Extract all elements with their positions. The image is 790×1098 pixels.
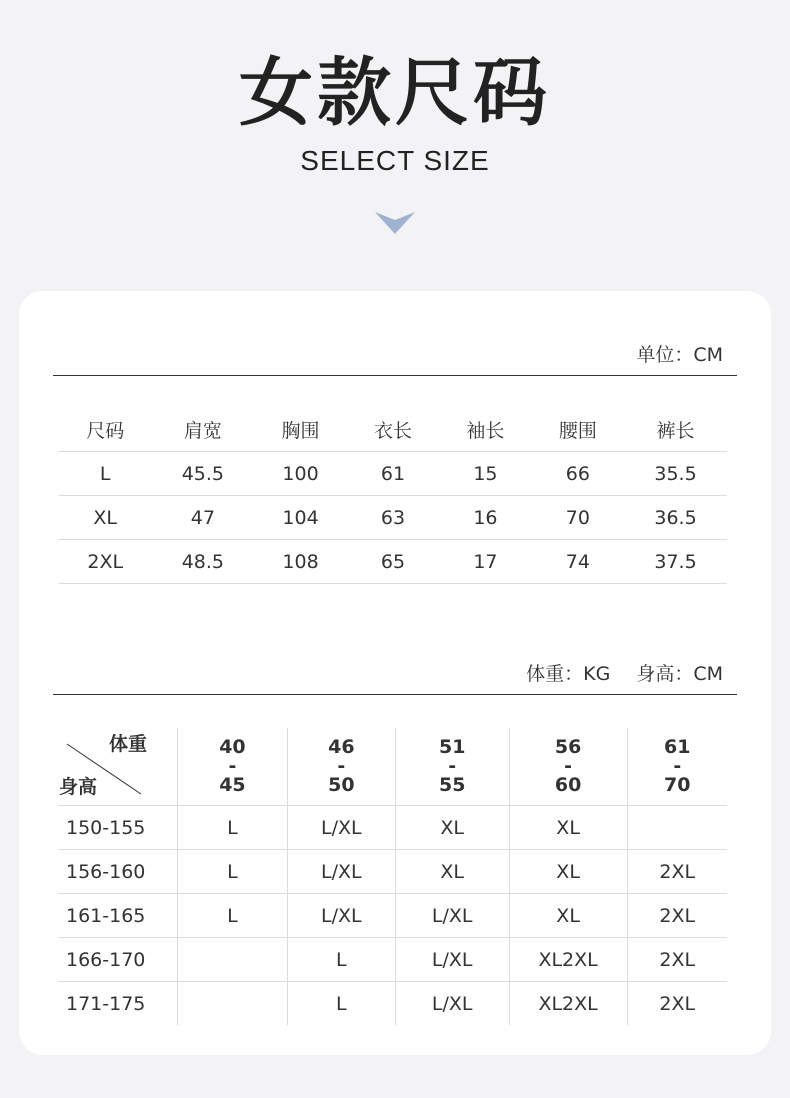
table-row bbox=[59, 496, 727, 540]
fit-table bbox=[59, 728, 727, 1025]
weight-range-header bbox=[178, 728, 288, 806]
col-header: 尺码 bbox=[59, 408, 151, 452]
table-cell: 47 bbox=[151, 496, 254, 540]
table-cell: 65 bbox=[347, 540, 439, 584]
table-cell: 16 bbox=[439, 496, 531, 540]
page-subtitle: SELECT SIZE bbox=[300, 145, 490, 176]
size-table-header bbox=[59, 408, 727, 452]
range-sep: - bbox=[564, 755, 573, 777]
table-cell: 61 bbox=[347, 452, 439, 496]
table-cell bbox=[178, 938, 288, 982]
range-sep: - bbox=[228, 755, 237, 777]
table-cell: 74 bbox=[532, 540, 624, 584]
table-cell: 2XL bbox=[627, 894, 727, 938]
table-cell: L/XL bbox=[287, 894, 395, 938]
col-header: 衣长 bbox=[347, 408, 439, 452]
table-cell: 2XL bbox=[59, 540, 151, 584]
table-cell: 37.5 bbox=[624, 540, 727, 584]
range-from: 40 bbox=[219, 736, 246, 758]
range-to: 55 bbox=[438, 774, 466, 796]
table-cell: L/XL bbox=[395, 938, 509, 982]
range-sep: - bbox=[337, 755, 346, 777]
col-header: 腰围 bbox=[532, 408, 624, 452]
table-cell: XL bbox=[395, 806, 509, 850]
table-cell: XL bbox=[509, 850, 627, 894]
height-cell: 156-160 bbox=[59, 850, 178, 894]
table-row bbox=[59, 894, 727, 938]
range-from: 61 bbox=[664, 736, 691, 758]
table-cell: L/XL bbox=[287, 850, 395, 894]
table-cell: 36.5 bbox=[624, 496, 727, 540]
table-cell bbox=[627, 806, 727, 850]
col-header: 肩宽 bbox=[151, 408, 254, 452]
table-row bbox=[59, 982, 727, 1026]
table-cell: L bbox=[287, 938, 395, 982]
divider bbox=[53, 375, 737, 376]
table-cell: XL2XL bbox=[509, 938, 627, 982]
table-cell: L bbox=[178, 894, 288, 938]
table-cell: 2XL bbox=[627, 982, 727, 1026]
range-from: 56 bbox=[554, 736, 582, 758]
size-table bbox=[59, 408, 727, 584]
table-cell: L bbox=[59, 452, 151, 496]
range-to: 60 bbox=[554, 774, 582, 796]
table-cell: 108 bbox=[254, 540, 346, 584]
height-unit-label: 身高：CM bbox=[636, 663, 723, 685]
table-cell: 104 bbox=[254, 496, 346, 540]
table-cell: L bbox=[178, 850, 288, 894]
range-to: 45 bbox=[219, 774, 246, 796]
range-sep: - bbox=[448, 755, 457, 777]
corner-weight-label: 体重 bbox=[108, 733, 147, 755]
table-cell: XL bbox=[59, 496, 151, 540]
fit-table-header bbox=[59, 728, 727, 806]
table-row bbox=[59, 540, 727, 584]
table-cell: 45.5 bbox=[151, 452, 254, 496]
table-cell: 66 bbox=[532, 452, 624, 496]
corner-height-label: 身高 bbox=[59, 776, 98, 798]
table-cell: 48.5 bbox=[151, 540, 254, 584]
col-header: 袖长 bbox=[439, 408, 531, 452]
range-from: 46 bbox=[328, 736, 355, 758]
range-sep: - bbox=[673, 755, 682, 777]
weight-range-header bbox=[509, 728, 627, 806]
page-title: 女款尺码 bbox=[239, 50, 551, 136]
table-cell: L/XL bbox=[395, 982, 509, 1026]
table-cell: L bbox=[178, 806, 288, 850]
divider bbox=[53, 694, 737, 695]
table-row bbox=[59, 806, 727, 850]
chevron-down-icon bbox=[373, 208, 417, 236]
col-header: 胸围 bbox=[254, 408, 346, 452]
table-cell: XL bbox=[509, 894, 627, 938]
table-row bbox=[59, 452, 727, 496]
table-cell: 17 bbox=[439, 540, 531, 584]
corner-cell bbox=[59, 728, 178, 806]
table-cell: 63 bbox=[347, 496, 439, 540]
table-cell: L/XL bbox=[287, 806, 395, 850]
range-to: 50 bbox=[328, 774, 355, 796]
table-row bbox=[59, 938, 727, 982]
height-cell: 161-165 bbox=[59, 894, 178, 938]
weight-unit-label: 体重：KG bbox=[526, 663, 611, 685]
weight-range-header bbox=[287, 728, 395, 806]
range-from: 51 bbox=[438, 736, 466, 758]
weight-range-header bbox=[627, 728, 727, 806]
range-to: 70 bbox=[664, 774, 691, 796]
weight-range-header bbox=[395, 728, 509, 806]
table-cell: 35.5 bbox=[624, 452, 727, 496]
col-header: 裤长 bbox=[624, 408, 727, 452]
table-cell: 70 bbox=[532, 496, 624, 540]
table-cell: 100 bbox=[254, 452, 346, 496]
height-cell: 150-155 bbox=[59, 806, 178, 850]
height-cell: 171-175 bbox=[66, 992, 146, 1015]
fit-unit-labels bbox=[526, 659, 723, 686]
table-cell: 2XL bbox=[627, 938, 727, 982]
size-chart-card bbox=[19, 291, 771, 1055]
table-cell: L/XL bbox=[395, 894, 509, 938]
height-cell: 166-170 bbox=[59, 938, 178, 982]
table-cell: 2XL bbox=[627, 850, 727, 894]
table-cell: L bbox=[287, 982, 395, 1026]
table-cell: XL bbox=[509, 806, 627, 850]
table-cell: XL2XL bbox=[509, 982, 627, 1026]
size-unit-label: 单位：CM bbox=[636, 344, 723, 366]
table-row bbox=[59, 850, 727, 894]
table-cell: 15 bbox=[439, 452, 531, 496]
table-cell bbox=[178, 982, 288, 1026]
table-cell: XL bbox=[395, 850, 509, 894]
